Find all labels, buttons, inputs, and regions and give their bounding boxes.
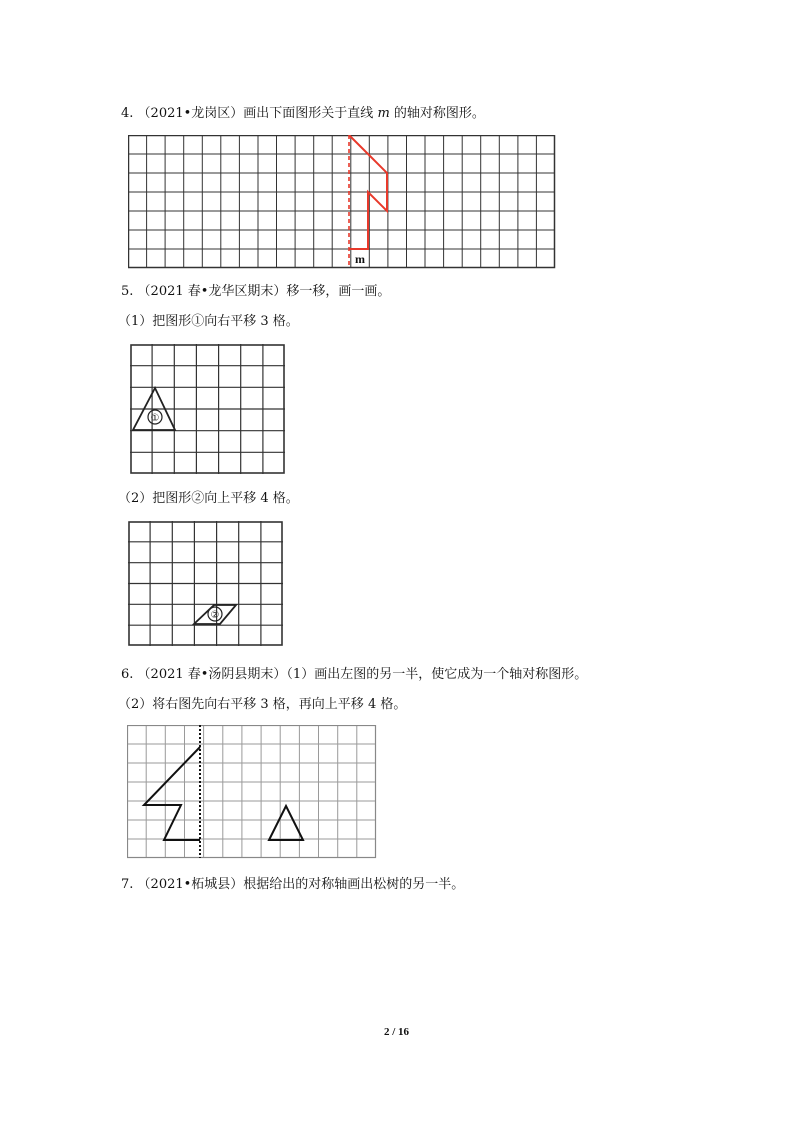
shape-2-mark: ② bbox=[210, 610, 220, 621]
question-5-part-2: （2）把图形②向上平移 4 格。 bbox=[118, 491, 299, 506]
question-5 bbox=[121, 283, 390, 301]
question-4-variable: m bbox=[377, 106, 390, 121]
question-4-number: 4. bbox=[121, 106, 134, 121]
question-4-grid bbox=[128, 135, 556, 269]
question-5-grid-1 bbox=[130, 344, 286, 474]
page-number: 2 / 16 bbox=[383, 1026, 410, 1038]
grid-lines bbox=[128, 135, 555, 268]
question-6-grid bbox=[127, 725, 377, 859]
question-7-number: 7. bbox=[121, 877, 134, 892]
grid-lines bbox=[128, 521, 283, 646]
question-5-part-1: （1）把图形①向右平移 3 格。 bbox=[118, 314, 299, 329]
question-7 bbox=[121, 876, 464, 894]
question-4-text-b: 的轴对称图形。 bbox=[393, 106, 485, 121]
question-6-number: 6. bbox=[121, 667, 134, 682]
axis-label-m: m bbox=[355, 252, 365, 266]
question-4-text-a: （2021•龙岗区）画出下面图形关于直线 bbox=[137, 106, 374, 121]
question-5-number: 5. bbox=[121, 284, 134, 299]
question-5-text: （2021 春•龙华区期末）移一移，画一画。 bbox=[137, 284, 391, 299]
question-4 bbox=[121, 105, 485, 123]
small-triangle bbox=[269, 806, 303, 840]
half-figure bbox=[144, 747, 200, 840]
grid-lines bbox=[130, 344, 285, 474]
shape-1-mark: ① bbox=[150, 413, 160, 424]
question-6-part-2: （2）将右图先向右平移 3 格，再向上平移 4 格。 bbox=[118, 697, 407, 712]
question-5-grid-2 bbox=[128, 521, 284, 647]
grid-border bbox=[129, 136, 555, 268]
question-6-text: （2021 春•汤阴县期末）（1）画出左图的另一半，使它成为一个轴对称图形。 bbox=[137, 667, 588, 682]
question-6 bbox=[121, 666, 587, 684]
question-7-text: （2021•柘城县）根据给出的对称轴画出松树的另一半。 bbox=[137, 877, 465, 892]
